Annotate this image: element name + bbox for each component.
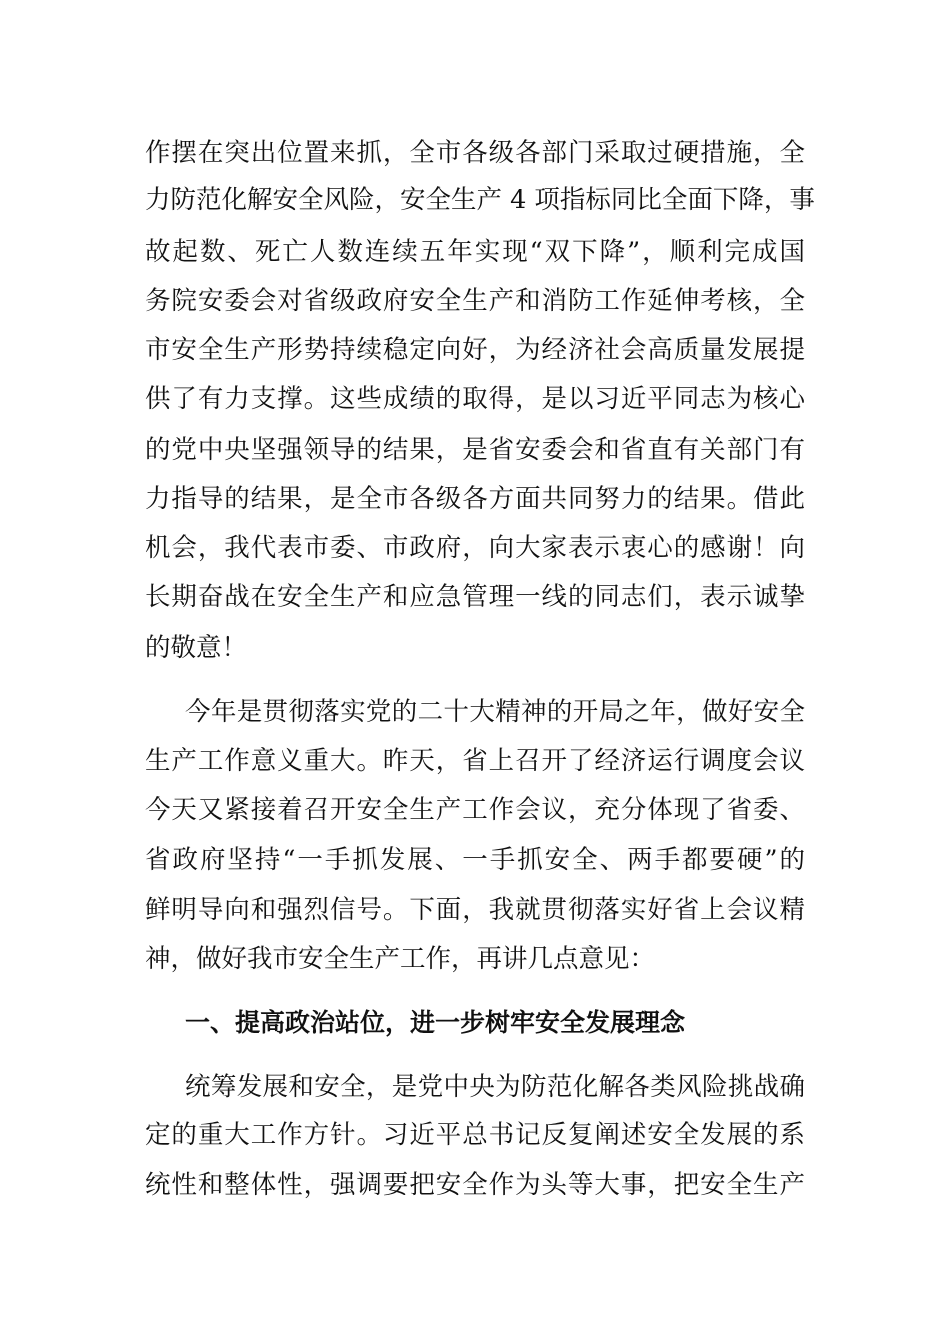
paragraph-3-line: 定的重大工作方针。习近平总书记反复阐述安全发展的系 (145, 1120, 805, 1150)
paragraph-1-line: 的敬意！ (145, 633, 248, 663)
paragraph-2-line: 生产工作意义重大。昨天，省上召开了经济运行调度会议 (145, 746, 805, 776)
paragraph-1-line: 作摆在突出位置来抓，全市各级各部门采取过硬措施，全 (145, 138, 805, 168)
paragraph-2-line: 省政府坚持“一手抓发展、一手抓安全、两手都要硬”的 (145, 845, 805, 875)
section-heading: 一、提高政治站位，进一步树牢安全发展理念 (185, 1008, 686, 1037)
paragraph-1-line: 市安全生产形势持续稳定向好，为经济社会高质量发展提 (145, 335, 805, 365)
paragraph-2-line: 今年是贯彻落实党的二十大精神的开局之年，做好安全 (185, 697, 805, 727)
paragraph-1-line: 长期奋战在安全生产和应急管理一线的同志们，表示诚挚 (145, 582, 805, 612)
paragraph-1-line: 力防范化解安全风险，安全生产 4 项指标同比全面下降，事 (145, 185, 815, 215)
paragraph-1-line: 务院安委会对省级政府安全生产和消防工作延伸考核，全 (145, 286, 805, 316)
paragraph-1-line: 供了有力支撑。这些成绩的取得，是以习近平同志为核心 (145, 384, 805, 414)
paragraph-2-line: 鲜明导向和强烈信号。下面，我就贯彻落实好省上会议精 (145, 895, 805, 925)
paragraph-1-line: 的党中央坚强领导的结果，是省安委会和省直有关部门有 (145, 435, 805, 465)
paragraph-1-line: 故起数、死亡人数连续五年实现“双下降”，顺利完成国 (145, 237, 805, 267)
paragraph-2-line: 今天又紧接着召开安全生产工作会议，充分体现了省委、 (145, 795, 805, 825)
paragraph-3-line: 统性和整体性，强调要把安全作为头等大事，把安全生产 (145, 1170, 805, 1200)
paragraph-1-line: 力指导的结果，是全市各级各方面共同努力的结果。借此 (145, 484, 805, 514)
paragraph-1-line: 机会，我代表市委、市政府，向大家表示衷心的感谢！向 (145, 533, 805, 563)
paragraph-2-line: 神，做好我市安全生产工作，再讲几点意见： (145, 944, 656, 974)
paragraph-3-line: 统筹发展和安全，是党中央为防范化解各类风险挑战确 (185, 1072, 805, 1102)
